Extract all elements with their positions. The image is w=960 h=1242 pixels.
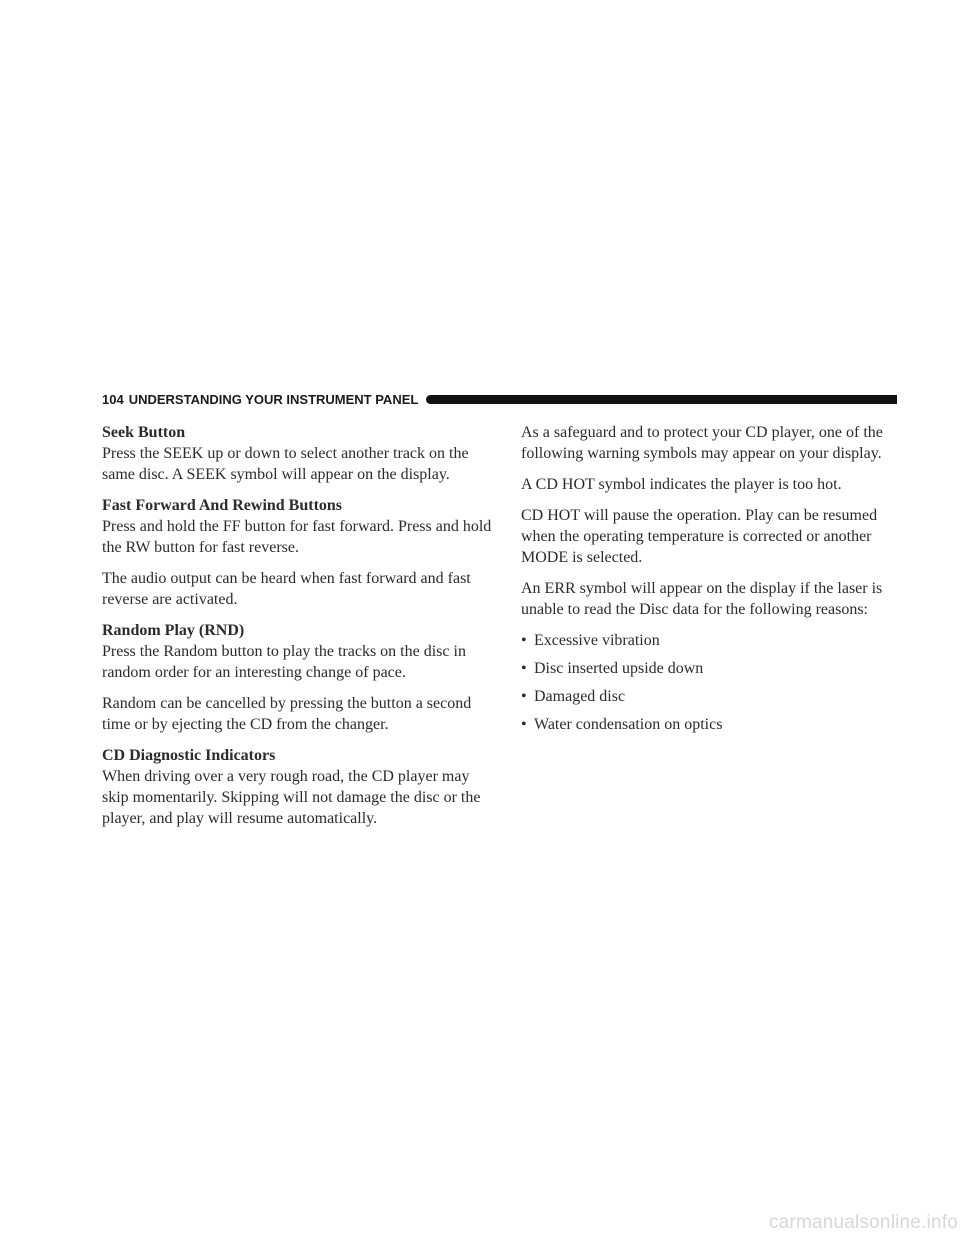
cd-hot-text: A CD HOT symbol indicates the player is too hot. [521,476,842,493]
bullet-icon: • [521,660,527,677]
page-number: 104 [102,391,124,407]
err-reasons-list [521,630,898,735]
right-column [521,422,898,742]
ff-rw-text-2: The audio output can be heard when fast forward and fast reverse are activated. [102,570,471,608]
page-header [102,391,897,407]
seek-heading: Seek Button [102,424,186,441]
left-column [102,422,495,839]
list-item [521,686,898,707]
watermark-link[interactable]: carmanualsonline.info [768,1212,958,1233]
diagnostic-heading: CD Diagnostic Indicators [102,747,276,764]
safeguard-text: As a safeguard and to protect your CD player, one of the following warning symbols may appear on your display. [521,424,883,462]
list-item-text: Disc inserted upside down [534,660,704,677]
cd-hot-pause-text: CD HOT will pause the operation. Play can be resumed when the operating temperature is corrected or another MODE is selected. [521,507,878,566]
err-text: An ERR symbol will appear on the display if the laser is unable to read the Disc data for the following reasons: [521,580,883,618]
random-text-2: Random can be cancelled by pressing the button a second time or by ejecting the CD from the changer. [102,695,472,733]
section-title: UNDERSTANDING YOUR INSTRUMENT PANEL [128,391,419,407]
list-item [521,714,898,735]
random-text: Press the Random button to play the tracks on the disc in random order for an interesting change of pace. [102,643,466,681]
list-item-text: Damaged disc [534,688,626,705]
ff-rw-heading: Fast Forward And Rewind Buttons [102,497,343,514]
random-heading: Random Play (RND) [102,622,245,639]
bullet-icon: • [521,632,527,649]
diagnostic-text: When driving over a very rough road, the CD player may skip momentarily. Skipping will not damage the disc or the player, and play will resume automatically. [102,768,481,827]
bullet-icon: • [521,716,527,733]
header-rule [426,395,897,404]
list-item-text: Water condensation on optics [534,716,723,733]
list-item-text: Excessive vibration [534,632,660,649]
bullet-icon: • [521,688,527,705]
list-item [521,658,898,679]
seek-text: Press the SEEK up or down to select another track on the same disc. A SEEK symbol will appear on the display. [102,445,469,483]
ff-rw-text: Press and hold the FF button for fast forward. Press and hold the RW button for fast reverse. [102,518,492,556]
list-item [521,630,898,651]
